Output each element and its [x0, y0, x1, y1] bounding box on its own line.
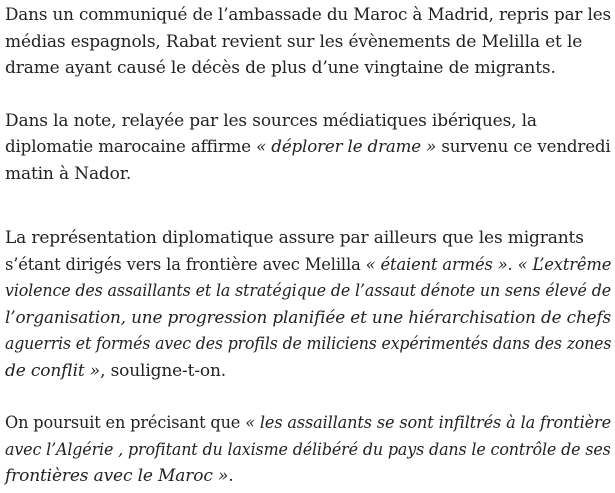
paragraph-line — [5, 278, 611, 305]
paragraph-line: Dans la note, relayée par les sources médiatiques ibériques, la — [5, 110, 537, 131]
paragraph-spacer — [5, 187, 611, 225]
paragraph-line: diplomatie marocaine affirme « déplorer le drame » survenu ce vendredi — [5, 137, 611, 157]
quote-italic: l’organisation, une progression planifiée et une hiérarchisation de chefs — [5, 307, 612, 328]
quote-italic: « déplorer le drame » — [256, 137, 437, 157]
paragraph-line: de conflit », souligne-t-on. — [5, 360, 227, 381]
quote-italic: « étaient armés » — [365, 254, 508, 275]
paragraph-line: médias espagnols, Rabat revient sur les évènements de Melilla et le — [5, 31, 583, 52]
paragraph-line: matin à Nador. — [5, 163, 132, 184]
paragraph-line: s’étant dirigés vers la frontière avec Melilla « étaient armés ». « L’extrême — [5, 254, 612, 275]
paragraph-line — [5, 305, 612, 332]
paragraph-line: frontières avec le Maroc ». — [5, 466, 234, 486]
quote-italic: frontières avec le Maroc » — [5, 466, 229, 486]
quote-italic: aguerris et formés avec des profils de miliciens expérimentés dans des zones — [5, 334, 612, 354]
quote-italic: avec l’Algérie , profitant du laxisme délibéré du pays dans le contrôle de ses — [5, 439, 611, 460]
paragraph-spacer — [5, 82, 611, 108]
paragraph-spacer — [5, 384, 611, 410]
quote-italic: de conflit » — [5, 360, 101, 381]
paragraph-1 — [5, 2, 611, 82]
quote-italic: « L’extrême — [517, 254, 612, 275]
paragraph-4 — [5, 410, 611, 490]
paragraph-line — [5, 331, 612, 358]
paragraph-line — [5, 437, 611, 464]
article-body — [5, 0, 611, 490]
quote-italic: violence des assaillants et la stratégique de l’assaut dénote un sens élevé de — [5, 281, 611, 301]
paragraph-3 — [5, 225, 611, 384]
paragraph-line: Dans un communiqué de l’ambassade du Maroc à Madrid, repris par les — [5, 5, 611, 25]
quote-italic: « les assaillants se sont infiltrés à la frontière — [245, 413, 611, 433]
paragraph-line: drame ayant causé le décès de plus d’une vingtaine de migrants. — [5, 58, 556, 78]
paragraph-2 — [5, 108, 611, 188]
paragraph-line: La représentation diplomatique assure par ailleurs que les migrants — [5, 228, 584, 248]
paragraph-line: On poursuit en précisant que « les assaillants se sont infiltrés à la frontière — [5, 413, 611, 433]
